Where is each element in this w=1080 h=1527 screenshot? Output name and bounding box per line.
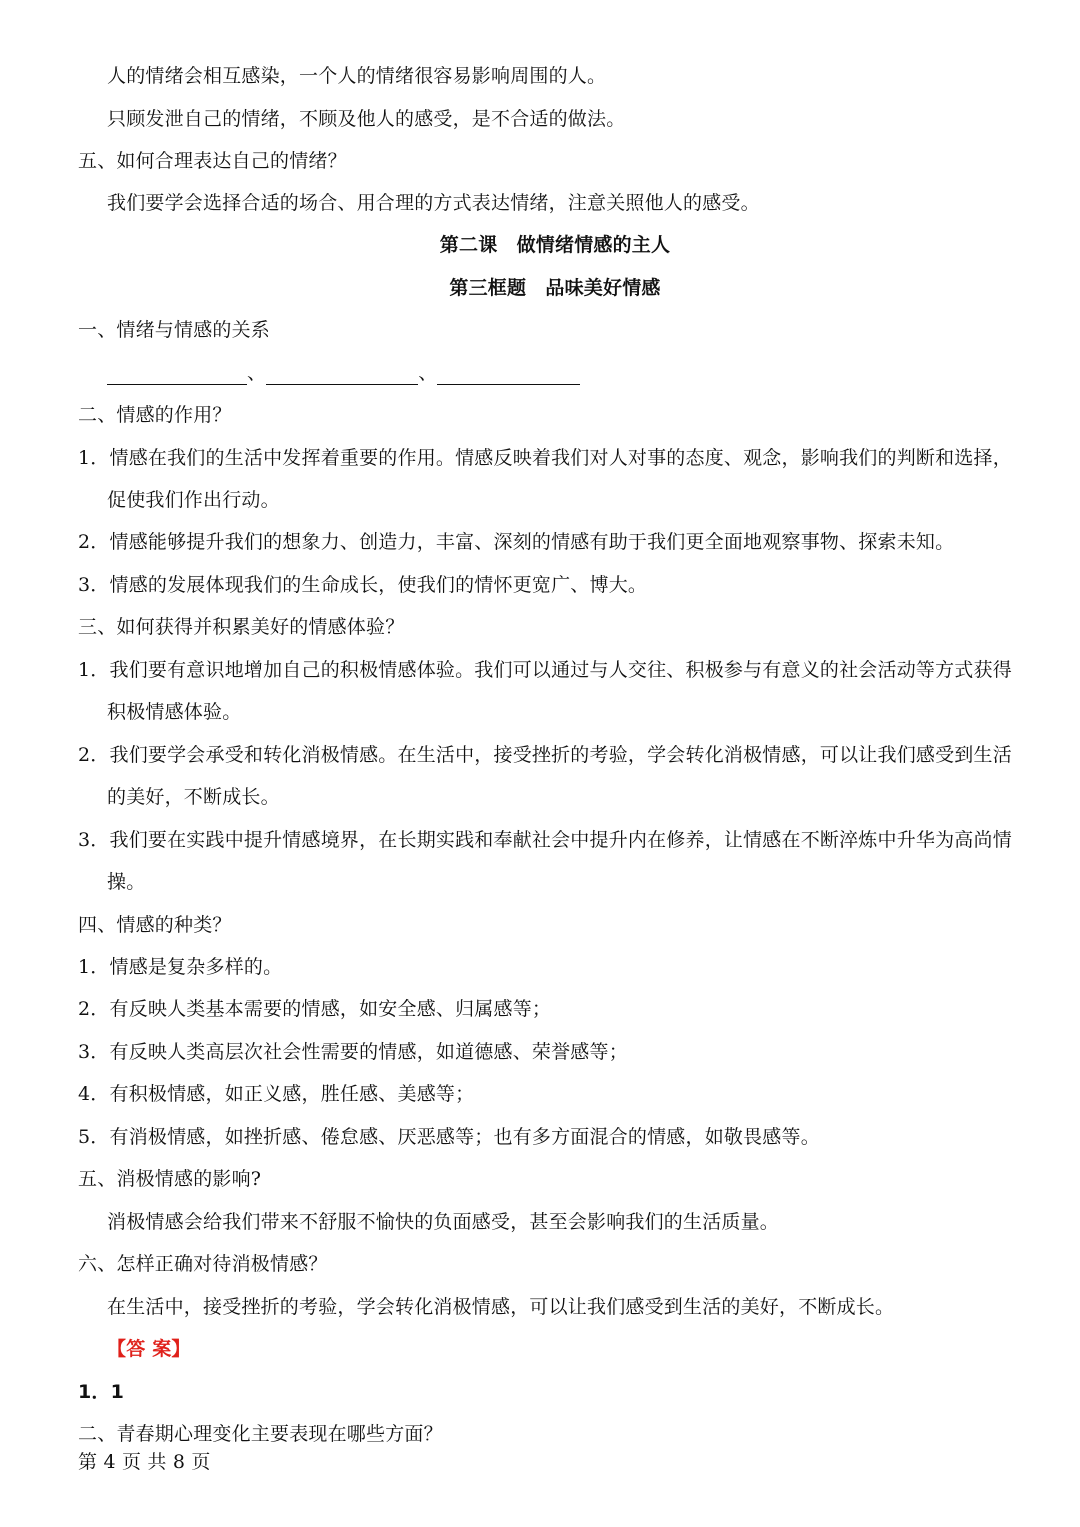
list-item: 4．有积极情感，如正义感，胜任感、美感等；	[78, 1083, 475, 1105]
answer-label: 【答 案】	[107, 1338, 191, 1360]
question-heading: 六、怎样正确对待消极情感？	[78, 1253, 328, 1275]
blank-line	[107, 364, 247, 385]
separator: 、	[418, 362, 438, 384]
list-item: 2．情感能够提升我们的想象力、创造力，丰富、深刻的情感有助于我们更全面地观察事物、探索未知。	[78, 531, 955, 553]
question-heading: 五、消极情感的影响?	[78, 1168, 262, 1190]
paragraph: 在生活中，接受挫折的考验，学会转化消极情感，可以让我们感受到生活的美好，不断成长。	[107, 1296, 895, 1318]
blank-line	[266, 364, 418, 385]
list-item-continuation: 积极情感体验。	[107, 701, 242, 723]
list-item: 1．情感是复杂多样的。	[78, 956, 283, 978]
paragraph: 消极情感会给我们带来不舒服不愉快的负面感受，甚至会影响我们的生活质量。	[107, 1211, 780, 1233]
list-item: 3．我们要在实践中提升情感境界，在长期实践和奉献社会中提升内在修养，让情感在不断淬炼中升华为高尚情	[78, 829, 1012, 851]
list-item: 1．我们要有意识地增加自己的积极情感体验。我们可以通过与人交往、积极参与有意义的社会活动等方式获得	[78, 659, 1012, 681]
answer-item: 1．1	[78, 1381, 125, 1403]
paragraph: 只顾发泄自己的情绪，不顾及他人的感受，是不合适的做法。	[107, 108, 626, 130]
paragraph: 人的情绪会相互感染，一个人的情绪很容易影响周围的人。	[107, 65, 607, 87]
fill-in-blanks	[107, 361, 1010, 385]
list-item: 3．情感的发展体现我们的生命成长，使我们的情怀更宽广、博大。	[78, 574, 648, 596]
lesson-title: 第二课 做情绪情感的主人	[439, 234, 671, 256]
list-item: 2．有反映人类基本需要的情感，如安全感、归属感等；	[78, 998, 552, 1020]
section-title: 第三框题 品味美好情感	[449, 277, 661, 299]
list-item-continuation: 操。	[107, 871, 146, 893]
list-item: 2．我们要学会承受和转化消极情感。在生活中，接受挫折的考验，学会转化消极情感，可以让我们感受到生活	[78, 744, 1012, 766]
page-footer: 第 4 页 共 8 页	[78, 1451, 211, 1473]
question-heading: 四、情感的种类？	[78, 914, 232, 936]
question-heading: 一、情绪与情感的关系	[78, 319, 271, 341]
separator: 、	[247, 362, 267, 384]
list-item: 1．情感在我们的生活中发挥着重要的作用。情感反映着我们对人对事的态度、观念，影响我们的判断和选择，	[78, 447, 1012, 469]
paragraph: 我们要学会选择合适的场合、用合理的方式表达情绪，注意关照他人的感受。	[107, 192, 760, 214]
blank-line	[437, 364, 580, 385]
list-item: 5．有消极情感，如挫折感、倦怠感、厌恶感等；也有多方面混合的情感，如敬畏感等。	[78, 1126, 820, 1148]
list-item-continuation: 的美好，不断成长。	[107, 786, 280, 808]
question-heading: 二、青春期心理变化主要表现在哪些方面？	[78, 1423, 443, 1445]
question-heading: 五、如何合理表达自己的情绪？	[78, 150, 347, 172]
question-heading: 二、情感的作用？	[78, 404, 232, 426]
question-heading: 三、如何获得并积累美好的情感体验？	[78, 616, 405, 638]
list-item: 3．有反映人类高层次社会性需要的情感，如道德感、荣誉感等；	[78, 1041, 628, 1063]
list-item-continuation: 促使我们作出行动。	[107, 489, 280, 511]
